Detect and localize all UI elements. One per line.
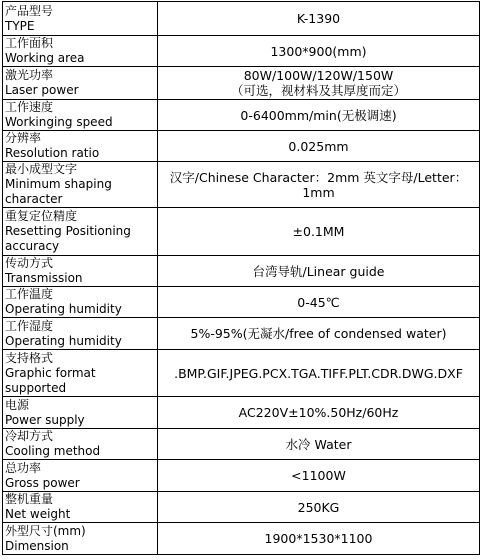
spec-value-cell	[158, 131, 480, 162]
spec-label-en: Minimum shaping	[5, 177, 112, 191]
table-row	[3, 523, 480, 555]
spec-label-cell	[3, 67, 158, 100]
spec-label-cn: 最小成型文字	[5, 162, 78, 176]
spec-label-en: Dimension	[5, 538, 69, 553]
spec-value-cell	[158, 36, 480, 67]
spec-label-en: Workinging speed	[5, 115, 113, 129]
table-row	[3, 350, 480, 397]
spec-value-cell	[158, 100, 480, 131]
spec-label-en: accuracy	[5, 239, 60, 253]
spec-table-body	[3, 2, 480, 555]
spec-value-cell	[158, 2, 480, 36]
spec-label-cell	[3, 350, 158, 397]
spec-label-cn: 支持格式	[5, 350, 54, 365]
spec-label-en: Net weight	[5, 507, 71, 521]
spec-label-cn: 工作面积	[5, 36, 54, 50]
spec-label-en: Power supply	[5, 412, 85, 427]
spec-label-cn: 产品型号	[5, 3, 54, 18]
spec-label-cell	[3, 429, 158, 460]
spec-value: 1mm	[302, 184, 335, 200]
spec-value: K-1390	[296, 11, 341, 26]
table-row	[3, 162, 480, 208]
spec-label-cn: 整机重量	[5, 492, 54, 506]
spec-label-cell	[3, 397, 158, 429]
spec-label-cell	[3, 287, 158, 318]
spec-label-cell	[3, 318, 158, 350]
spec-label-cell	[3, 523, 158, 555]
spec-label-cell	[3, 100, 158, 131]
spec-value-cell	[158, 67, 480, 100]
spec-label-cn: 总功率	[5, 460, 42, 475]
spec-value-cell	[158, 318, 480, 350]
spec-value: .BMP.GIF.JPEG.PCX.TGA.TIFF.PLT.CDR.DWG.DXF	[174, 365, 463, 381]
spec-value: 台湾导轨/Linear guide	[252, 263, 385, 279]
spec-label-en: Operating humidity	[5, 333, 122, 348]
spec-value: 汉字/Chinese Character：2mm 英文字母/Letter：	[169, 169, 468, 185]
spec-value-cell	[158, 429, 480, 460]
spec-value: AC220V±10%.50Hz/60Hz	[238, 405, 399, 420]
table-row	[3, 67, 480, 100]
spec-value: 1300*900(mm)	[270, 43, 367, 59]
spec-label-cell	[3, 36, 158, 67]
spec-label-en: supported	[5, 380, 67, 395]
spec-label-cn: 重复定位精度	[5, 209, 78, 223]
spec-label-cn: 工作速度	[5, 100, 54, 114]
spec-value: 0-45℃	[297, 294, 340, 310]
spec-label-en: character	[5, 192, 63, 206]
spec-label-en: Laser power	[5, 83, 79, 97]
spec-value-cell	[158, 162, 480, 208]
table-row	[3, 2, 480, 36]
spec-label-cell	[3, 2, 158, 36]
spec-value: 80W/100W/120W/150W	[243, 68, 394, 83]
spec-label-cn: 电源	[5, 397, 30, 412]
table-row	[3, 397, 480, 429]
spec-label-cn: 激光功率	[5, 68, 54, 82]
spec-label-cell	[3, 256, 158, 287]
spec-label-en: Transmission	[5, 271, 83, 285]
spec-label-en: Gross power	[5, 475, 80, 490]
spec-label-cell	[3, 460, 158, 492]
spec-value-cell	[158, 256, 480, 287]
spec-value: 1900*1530*1100	[264, 531, 373, 546]
spec-value-cell	[158, 523, 480, 555]
spec-value-cell	[158, 397, 480, 429]
table-row	[3, 256, 480, 287]
spec-label-en: Operating humidity	[5, 302, 122, 316]
table-row	[3, 100, 480, 131]
spec-label-cell	[3, 131, 158, 162]
spec-label-en: Graphic format	[5, 365, 96, 380]
spec-label-cn: 冷却方式	[5, 429, 54, 443]
table-row	[3, 318, 480, 350]
spec-table	[2, 1, 480, 555]
spec-label-en: Cooling method	[5, 444, 101, 458]
spec-label-cn: 外型尺寸(mm)	[5, 523, 86, 538]
spec-value: <1100W	[291, 468, 346, 483]
spec-value-cell	[158, 208, 480, 256]
table-row	[3, 36, 480, 67]
spec-label-cn: 传动方式	[5, 256, 54, 270]
table-row	[3, 429, 480, 460]
spec-value: ±0.1MM	[292, 224, 345, 239]
spec-value-cell	[158, 492, 480, 523]
spec-label-cell	[3, 162, 158, 208]
spec-label-cell	[3, 492, 158, 523]
spec-label-en: Resolution ratio	[5, 146, 100, 160]
spec-value: 250KG	[297, 499, 340, 515]
spec-label-cn: 分辨率	[5, 131, 42, 145]
spec-value-cell	[158, 287, 480, 318]
table-row	[3, 492, 480, 523]
table-row	[3, 460, 480, 492]
spec-label-cn: 工作湿度	[5, 318, 54, 333]
spec-label-cell	[3, 208, 158, 256]
spec-value: 水冷 Water	[285, 436, 352, 452]
spec-label-en: Resetting Positioning	[5, 224, 131, 238]
table-row	[3, 131, 480, 162]
spec-label-en: TYPE	[5, 18, 35, 33]
spec-label-en: Working area	[5, 51, 85, 65]
spec-value-cell	[158, 350, 480, 397]
spec-value: （可选，视材料及其厚度而定）	[230, 83, 406, 98]
table-row	[3, 208, 480, 256]
spec-value-cell	[158, 460, 480, 492]
spec-value: 0-6400mm/min(无极调速)	[240, 107, 397, 123]
spec-label-cn: 工作温度	[5, 287, 54, 301]
spec-value: 0.025mm	[288, 138, 349, 154]
spec-value: 5%-95%(无凝水/free of condensed water)	[190, 326, 447, 341]
table-row	[3, 287, 480, 318]
